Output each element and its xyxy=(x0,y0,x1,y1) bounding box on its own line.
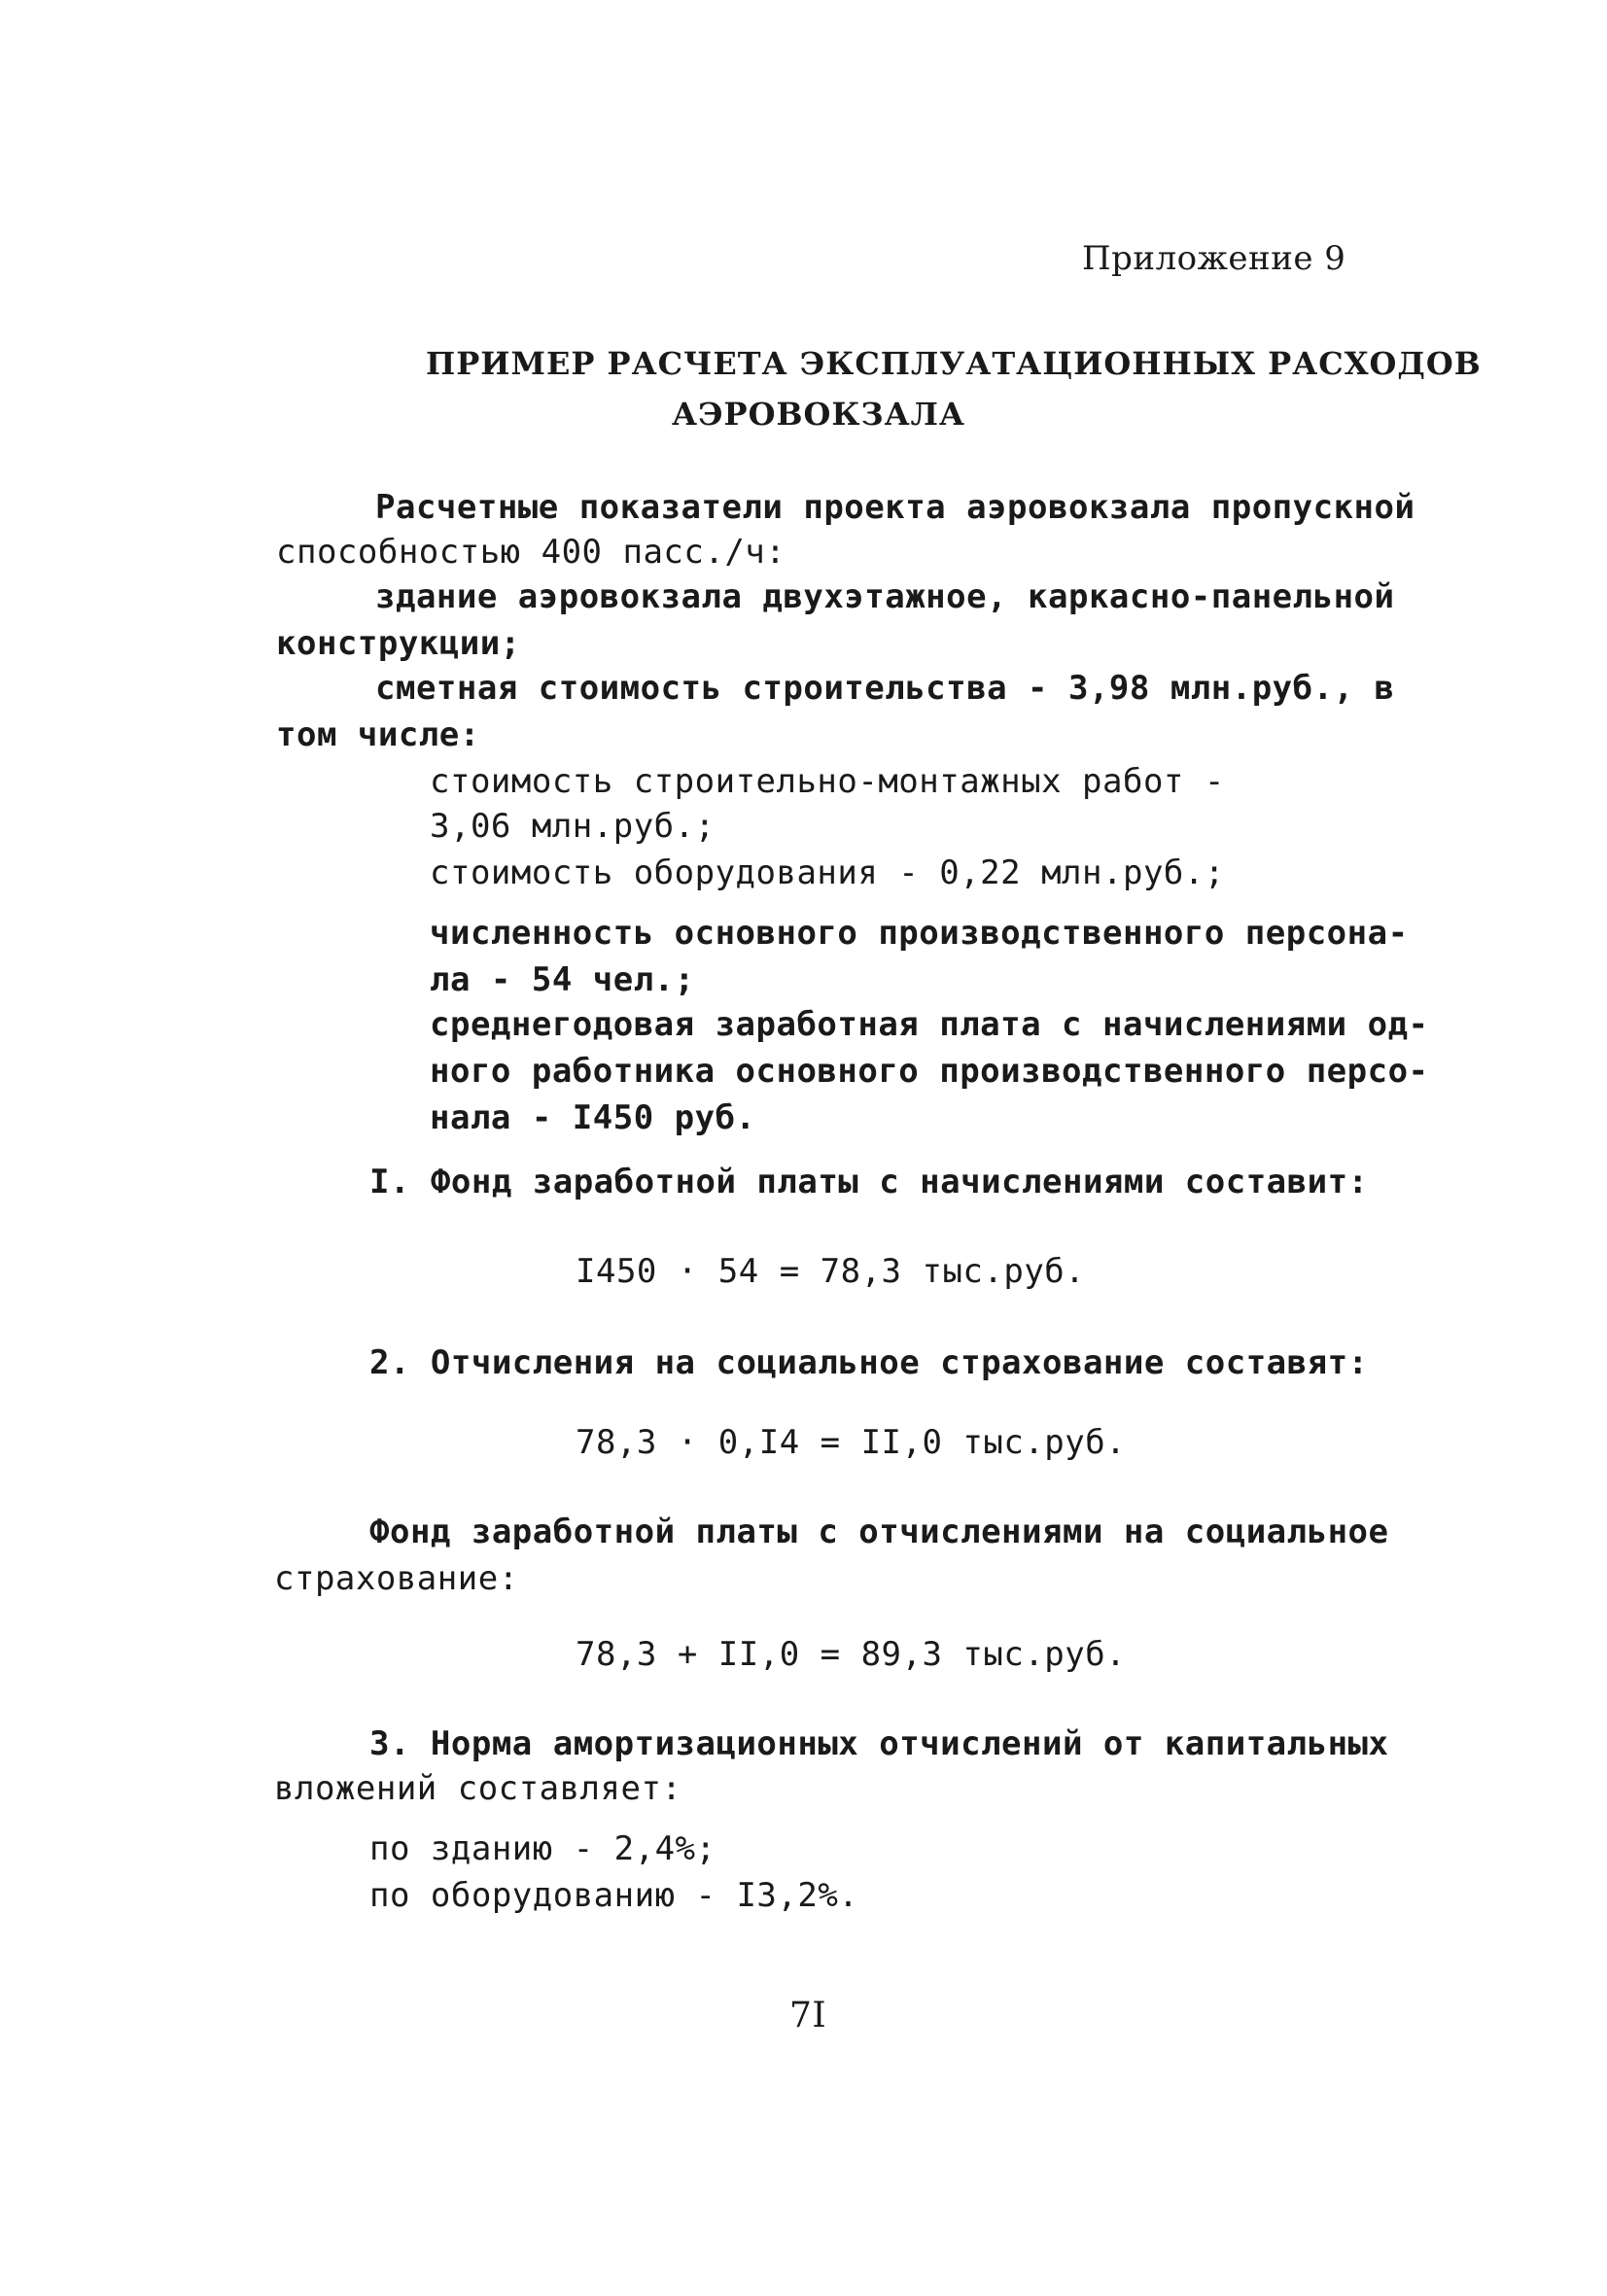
fund-line-1: Фонд заработной платы с отчислениями на социальное xyxy=(369,1513,1389,1551)
fund-formula: 78,3 + II,0 = 89,3 тыс.руб. xyxy=(576,1635,1127,1674)
title-line-2: АЭРОВОКЗАЛА xyxy=(672,396,965,433)
building-line-1: здание аэровокзала двухэтажное, каркасно-панельной xyxy=(375,577,1395,616)
item-1-formula: I450 · 54 = 78,3 тыс.руб. xyxy=(576,1252,1086,1291)
item-3-line-2: вложений составляет: xyxy=(274,1769,682,1808)
page-number: 7I xyxy=(789,1996,827,2035)
fund-line-2: страхование: xyxy=(274,1559,519,1598)
appendix-label: Приложение 9 xyxy=(1082,239,1346,278)
construction-cost-line-2: 3,06 млн.руб.; xyxy=(430,807,716,846)
salary-line-1: среднегодовая заработная плата с начислениями од- xyxy=(430,1005,1429,1044)
staff-count-line-2: ла - 54 чел.; xyxy=(430,960,695,999)
building-line-2: конструкции; xyxy=(276,624,521,663)
salary-line-3: нала - I450 руб. xyxy=(430,1098,756,1137)
title-line-1: ПРИМЕР РАСЧЕТА ЭКСПЛУАТАЦИОННЫХ РАСХОДОВ xyxy=(426,345,1482,382)
item-1-text: I. Фонд заработной платы с начислениями составит: xyxy=(369,1163,1369,1201)
item-2-text: 2. Отчисления на социальное страхование составят: xyxy=(369,1343,1369,1382)
building-rate: по зданию - 2,4%; xyxy=(369,1829,716,1868)
equipment-cost-line: стоимость оборудования - 0,22 млн.руб.; xyxy=(430,853,1225,892)
intro-line-2: способностью 400 пасс./ч: xyxy=(276,533,786,572)
estimate-line-2: том числе: xyxy=(276,715,480,754)
salary-line-2: ного работника основного производственного персо- xyxy=(430,1052,1429,1091)
equipment-rate: по оборудованию - I3,2%. xyxy=(369,1876,859,1915)
estimate-line-1: сметная стоимость строительства - 3,98 млн.руб., в xyxy=(375,669,1395,708)
staff-count-line-1: численность основного производственного персона- xyxy=(430,914,1409,953)
item-2-formula: 78,3 · 0,I4 = II,0 тыс.руб. xyxy=(576,1423,1127,1462)
intro-line-1: Расчетные показатели проекта аэровокзала пропускной xyxy=(375,488,1415,527)
item-3-line-1: 3. Норма амортизационных отчислений от капитальных xyxy=(369,1724,1389,1763)
construction-cost-line-1: стоимость строительно-монтажных работ - xyxy=(430,762,1225,801)
